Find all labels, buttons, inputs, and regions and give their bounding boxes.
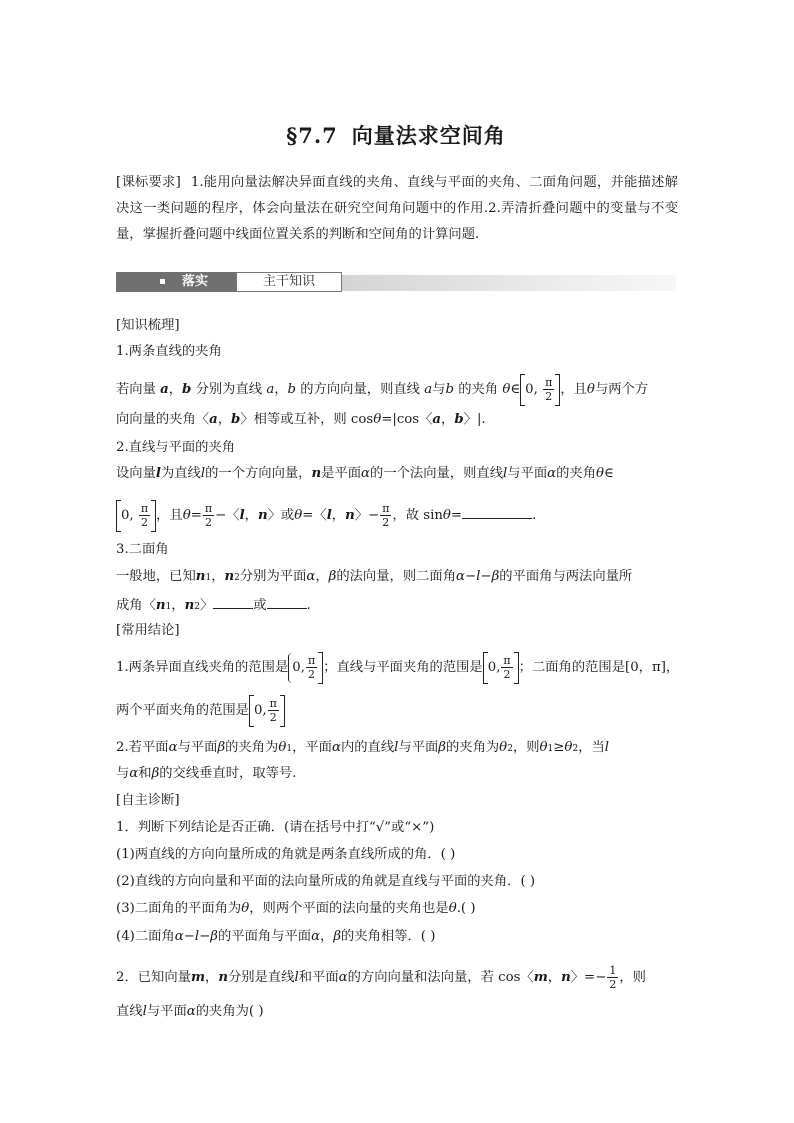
- fraction-pi-2: [268, 697, 279, 724]
- text: 〉或: [267, 508, 295, 523]
- text: 向向量的夹角〈: [116, 412, 210, 427]
- alpha: α: [331, 740, 341, 755]
- var-a: a: [266, 382, 275, 397]
- text: 两个平面夹角的范围是: [116, 703, 249, 718]
- vector-n: n: [184, 598, 195, 613]
- vector-n: n: [218, 970, 228, 985]
- text: 的平面角与两法向量所: [499, 569, 633, 584]
- text: ，: [320, 929, 334, 944]
- beta: β: [151, 766, 160, 781]
- answer-blank[interactable]: [267, 594, 307, 609]
- q1: 1．判断下列结论是否正确．(请在括号中打“√”或“×”): [116, 820, 435, 835]
- text: 一般地，已知: [116, 569, 196, 584]
- vector-m: m: [533, 970, 548, 985]
- text: =〈: [302, 508, 327, 523]
- diagnosis-heading: [自主诊断]: [116, 793, 180, 808]
- var-b: b: [287, 382, 297, 397]
- text: =: [450, 508, 463, 523]
- bracket: [280, 695, 285, 727]
- alpha: α: [129, 766, 139, 781]
- text: 与平面: [146, 1004, 187, 1019]
- section-banner: [116, 272, 676, 294]
- theta: θ: [182, 508, 191, 523]
- text: .: [306, 598, 311, 613]
- numerator: π: [269, 697, 277, 710]
- var-a: a: [424, 382, 433, 397]
- text: 分别为直线: [195, 382, 263, 397]
- text: ，: [211, 569, 225, 584]
- beta: β: [217, 740, 226, 755]
- text: 与平面: [177, 740, 218, 755]
- text: 的交线垂直时，取等号.: [159, 766, 297, 781]
- text: 〉|.: [463, 412, 486, 427]
- subscript: 2: [194, 602, 200, 612]
- s2-line2: [116, 498, 536, 534]
- alpha: α: [311, 929, 321, 944]
- text: 与: [116, 766, 130, 781]
- text: 〉=−: [570, 970, 607, 985]
- s3-line1: [116, 567, 632, 588]
- text: ，当: [578, 740, 605, 755]
- curriculum-requirements: [116, 170, 678, 248]
- text: ，: [315, 569, 329, 584]
- beta: β: [328, 569, 337, 584]
- text: 直线: [116, 1004, 143, 1019]
- text: ，平面: [292, 740, 332, 755]
- text: 0,: [525, 382, 538, 397]
- text: −〈: [215, 508, 240, 523]
- var-l: l: [476, 569, 481, 584]
- text: ，: [441, 412, 455, 427]
- text: ，: [205, 970, 219, 985]
- requirements-tag: [课标要求]: [116, 175, 181, 190]
- text: 2.若平面: [116, 740, 169, 755]
- theta: θ: [502, 382, 511, 397]
- text: 的夹角为: [445, 740, 500, 755]
- text: −: [480, 569, 492, 584]
- theta: θ: [294, 508, 303, 523]
- text: .: [532, 508, 537, 523]
- text: 是平面: [321, 466, 362, 481]
- text: 与平面: [507, 466, 548, 481]
- text: =: [190, 508, 202, 523]
- text: 的方向向量和法向量，若 cos〈: [347, 970, 534, 985]
- text: 分别是直线: [228, 970, 295, 985]
- s1-title: 1.两条直线的夹角: [116, 344, 222, 359]
- fraction-pi-2: [501, 654, 512, 681]
- subscript: 2: [234, 573, 240, 583]
- vector-a: a: [432, 412, 442, 427]
- numerator: π: [307, 654, 316, 667]
- beta: β: [438, 740, 446, 755]
- text: (3)二面角的平面角为: [116, 901, 242, 916]
- fraction-pi-2: [203, 502, 214, 529]
- alpha: α: [168, 740, 178, 755]
- alpha: α: [361, 466, 371, 481]
- alpha: α: [456, 569, 465, 584]
- text: 的夹角相等．( ): [341, 929, 436, 944]
- answer-blank[interactable]: [213, 594, 253, 609]
- theta: θ: [442, 508, 451, 523]
- vector-a: a: [160, 382, 169, 397]
- c1-line2: [116, 693, 285, 729]
- numerator: π: [140, 502, 149, 515]
- knowledge-heading: [知识梳理]: [116, 318, 180, 333]
- text: 的平面角与平面: [217, 929, 312, 944]
- text: −: [465, 569, 477, 584]
- text: ，则: [619, 970, 646, 985]
- c2-line2: [116, 764, 296, 784]
- text: 与: [432, 382, 446, 397]
- s1-line1: [116, 372, 648, 408]
- text: 与平面: [398, 740, 439, 755]
- vector-l: l: [155, 466, 161, 481]
- vector-n: n: [257, 508, 268, 523]
- denominator: 2: [545, 390, 553, 403]
- text: ，: [331, 508, 346, 523]
- s2-line1: [116, 464, 614, 484]
- var-l: l: [194, 929, 200, 944]
- vector-n: n: [311, 466, 322, 481]
- var-l: l: [394, 740, 399, 755]
- theta: θ: [586, 382, 595, 397]
- text: ，: [274, 382, 288, 397]
- text: 的方向向量，则直线: [300, 382, 420, 397]
- fraction-pi-2: [306, 654, 317, 681]
- beta: β: [491, 569, 500, 584]
- q2-line2: [116, 1002, 264, 1022]
- text: 设向量: [116, 466, 156, 481]
- theta: θ: [499, 740, 508, 755]
- alpha: α: [338, 970, 348, 985]
- text: ，则两个平面的法向量的夹角也是: [249, 901, 449, 916]
- text: ，且: [560, 382, 587, 397]
- requirements-text: 1.能用向量法解决异面直线的夹角、直线与平面的夹角、二面角问题，并能描述解决这一类问题的程序，体会向量法在研究空间角问题中的作用.2.弄清折叠问题中的变量与不变量，掌握折叠问题中线面位置关系的判断和空间角的计算问题.: [116, 175, 678, 242]
- vector-n: n: [155, 598, 166, 613]
- q1-3: [116, 899, 476, 919]
- vector-l: l: [326, 508, 332, 523]
- text: ，: [171, 598, 185, 613]
- text: 的夹角: [556, 466, 597, 481]
- denominator: 2: [205, 516, 213, 529]
- title-text: 向量法求空间角: [351, 124, 506, 148]
- text: 若向量: [116, 382, 156, 397]
- theta: θ: [278, 740, 287, 755]
- beta: β: [333, 929, 342, 944]
- text: 分别为平面: [239, 569, 307, 584]
- denominator: 2: [141, 516, 149, 529]
- text: −: [183, 929, 195, 944]
- vector-n: n: [195, 569, 206, 584]
- theta: θ: [373, 412, 382, 427]
- vector-b: b: [182, 382, 192, 397]
- var-l: l: [604, 740, 610, 755]
- banner-left: [116, 272, 236, 292]
- text: 0,: [121, 508, 134, 523]
- numerator: 1: [609, 964, 617, 977]
- var-l: l: [503, 466, 508, 481]
- vector-b: b: [231, 412, 241, 427]
- denominator: 2: [382, 516, 390, 529]
- text: 和平面: [298, 970, 339, 985]
- banner-right-label: 主干知识: [236, 272, 342, 292]
- text: 的法向量，则二面角: [336, 569, 457, 584]
- subscript: 1: [205, 573, 212, 583]
- fraction-1-2: [607, 964, 618, 991]
- text: =|cos〈: [381, 412, 433, 427]
- vector-l: l: [239, 508, 245, 523]
- theta: θ: [564, 740, 573, 755]
- vector-n: n: [224, 569, 235, 584]
- text: 〉相等或互补，则 cos: [240, 412, 374, 427]
- var-l: l: [142, 1004, 147, 1019]
- c2-line1: [116, 738, 609, 759]
- page-title: [116, 120, 676, 150]
- text: 为直线: [160, 466, 201, 481]
- text: 的一个法向量，则直线: [370, 466, 503, 481]
- var-l: l: [200, 466, 206, 481]
- denominator: 2: [609, 978, 617, 991]
- beta: β: [210, 929, 218, 944]
- numerator: π: [503, 654, 511, 667]
- alpha: α: [174, 929, 184, 944]
- text: 0,: [292, 660, 305, 675]
- q1-4: [116, 927, 435, 947]
- subscript: 1: [547, 744, 554, 754]
- text: ∈: [510, 382, 521, 397]
- numerator: π: [204, 502, 213, 515]
- denominator: 2: [308, 668, 316, 681]
- subscript: 2: [507, 744, 513, 754]
- text: 〉−: [354, 508, 380, 523]
- q1-2: (2)直线的方向向量和平面的法向量所成的角就是直线与平面的夹角．( ): [116, 874, 536, 889]
- q2-line1: [116, 960, 646, 996]
- subscript: 1: [286, 744, 293, 754]
- theta: θ: [448, 901, 457, 916]
- answer-blank[interactable]: [462, 504, 532, 519]
- alpha: α: [547, 466, 557, 481]
- square-icon: [160, 279, 165, 284]
- fraction-pi-2: [139, 502, 150, 529]
- var-b: b: [445, 382, 454, 397]
- text: 2．已知向量: [116, 970, 191, 985]
- numerator: π: [382, 502, 390, 515]
- s3-title: 3.二面角: [116, 542, 169, 557]
- denominator: 2: [269, 711, 277, 724]
- text: 成角〈: [116, 598, 156, 613]
- text: (4)二面角: [116, 929, 175, 944]
- text: ∈: [604, 466, 614, 481]
- theta: θ: [596, 466, 605, 481]
- theta: θ: [241, 901, 250, 916]
- fraction-pi-2: [380, 502, 391, 529]
- numerator: π: [545, 376, 553, 389]
- vector-n: n: [345, 508, 355, 523]
- text: ，: [217, 412, 231, 427]
- text: ≥: [553, 740, 565, 755]
- text: 内的直线: [340, 740, 395, 755]
- vector-m: m: [190, 970, 206, 985]
- s3-line2: [116, 594, 311, 617]
- text: 的夹角: [458, 382, 499, 397]
- var-l: l: [294, 970, 299, 985]
- text: ，: [244, 508, 258, 523]
- text: .( ): [456, 901, 476, 916]
- text: ，则: [512, 740, 540, 755]
- alpha: α: [306, 569, 316, 584]
- alpha: α: [186, 1004, 196, 1019]
- text: ，: [168, 382, 183, 397]
- subscript: 2: [572, 744, 579, 754]
- text: ；直线与平面夹角的范围是: [323, 660, 483, 675]
- text: 0,: [253, 703, 267, 718]
- text: ；二面角的范围是[0，π]，: [518, 660, 680, 675]
- vector-a: a: [209, 412, 218, 427]
- text: 和: [138, 766, 152, 781]
- fraction-pi-2: [543, 376, 554, 403]
- section-number: §7.7: [286, 123, 338, 148]
- text: ，故 sin: [392, 508, 443, 523]
- text: 的夹角为( ): [195, 1004, 264, 1019]
- text: 的一个方向向量，: [205, 466, 312, 481]
- text: ，: [547, 970, 562, 985]
- text: −: [199, 929, 211, 944]
- text: ，且: [156, 508, 183, 523]
- text: 或: [253, 598, 267, 613]
- banner-left-label: 落实: [182, 274, 209, 289]
- theta: θ: [539, 740, 548, 755]
- s1-line2: [116, 410, 486, 430]
- subscript: 1: [165, 602, 172, 612]
- conclusions-heading: [常用结论]: [116, 623, 180, 638]
- s2-title: 2.直线与平面的夹角: [116, 440, 236, 455]
- text: 的夹角为: [225, 740, 279, 755]
- text: 0,: [487, 660, 501, 675]
- vector-n: n: [561, 970, 571, 985]
- text: 1.两条异面直线夹角的范围是: [116, 660, 289, 675]
- c1-line1: [116, 650, 679, 686]
- vector-b: b: [454, 412, 464, 427]
- text: 与两个方: [594, 382, 649, 397]
- text: 〉: [200, 598, 214, 613]
- denominator: 2: [503, 668, 511, 681]
- q1-1: (1)两直线的方向向量所成的角就是两条直线所成的角．( ): [116, 847, 456, 862]
